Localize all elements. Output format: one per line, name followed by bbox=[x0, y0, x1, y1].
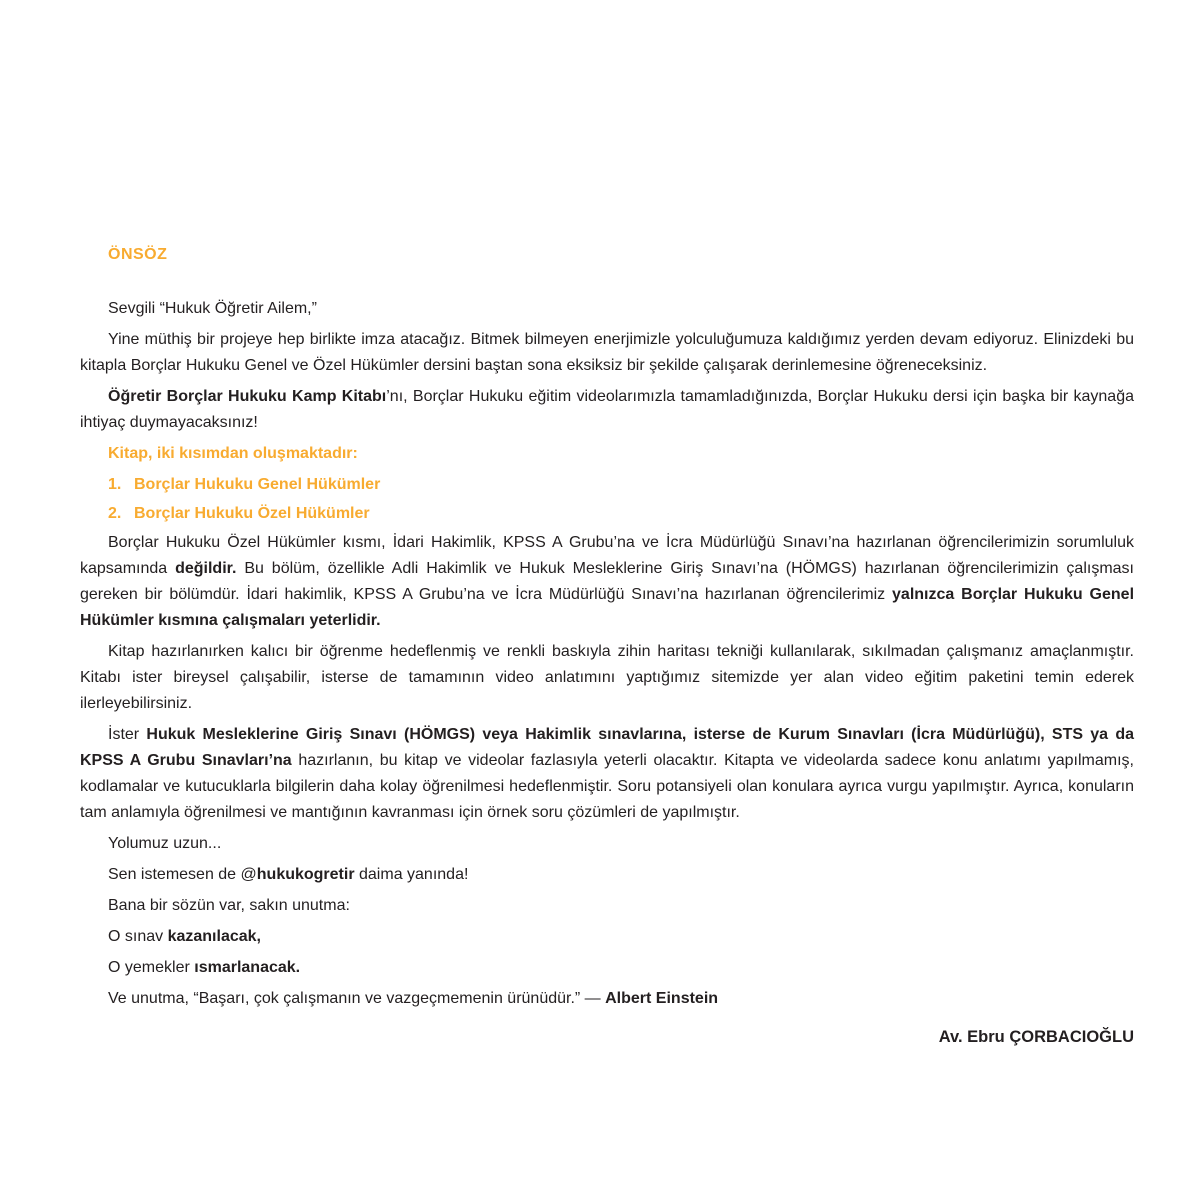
text-run: kazanılacak, bbox=[167, 928, 261, 945]
text-run: yalnızca Borçlar Hukuku Genel Hükümler kısmına çalışmaları yeterlidir. bbox=[80, 586, 1135, 629]
paragraph bbox=[80, 639, 1134, 717]
text-run: Bana bir sözün var, sakın unutma: bbox=[108, 897, 350, 914]
text-run: Kitap, iki kısımdan oluşmaktadır: bbox=[108, 445, 358, 462]
text-run: hazırlanın, bu kitap ve videolar fazlasıyla yeterli olacaktır. Kitapta ve videolarda sadece konu anlatımı yapılmamış, kodlamalar ve kutucuklarla bilgilerin daha kolay öğrenilmesi hedeflenmiştir. Soru potansiyeli olan konulara ayrıca vurgu yapılmıştır. Ayrıca, konuların tam anlamıyla öğrenilmesi ve mantığının kavranması için örnek soru çözümleri de yapılmıştır. bbox=[80, 752, 1134, 821]
text-run: Albert Einstein bbox=[605, 990, 719, 1007]
text-run: daima yanında! bbox=[354, 866, 469, 883]
list-item bbox=[80, 501, 1134, 527]
text-run: ’nı, Borçlar Hukuku eğitim videolarımızla tamamladığınızda, Borçlar Hukuku dersi için başka bir kaynağa ihtiyaç duymayacaksınız! bbox=[80, 388, 1134, 431]
text-line bbox=[80, 924, 1134, 950]
text-run: Öğretir Borçlar Hukuku Kamp Kitabı bbox=[108, 388, 387, 405]
text-run: Kitap hazırlanırken kalıcı bir öğrenme hedeflenmiş ve renkli baskıyla zihin haritası tekniği kullanılarak, sıkılmadan çalışmanız amaçlanmıştır. Kitabı ister bireysel çalışabilir, isterse de tamamının video anlatımını yaptığımız sitemizde yer alan video eğitim paketini temin ederek ilerleyebilirsiniz. bbox=[80, 643, 1134, 712]
text-run: değildir. bbox=[175, 560, 237, 577]
text-line bbox=[80, 862, 1134, 888]
text-run: Borçlar Hukuku Genel Hükümler bbox=[134, 476, 381, 493]
preface-heading bbox=[80, 242, 1134, 268]
author-signature bbox=[80, 1024, 1134, 1050]
text-line bbox=[80, 296, 1134, 322]
list-item-number: 2. bbox=[108, 505, 122, 522]
text-run: Borçlar Hukuku Özel Hükümler kısmı, İdari Hakimlik, KPSS A Grubu’na ve İcra Müdürlüğü Sınavı’na hazırlanan öğrencilerimizin sorumluluk kapsamında bbox=[80, 534, 1134, 577]
text-run: ÖNSÖZ bbox=[108, 246, 168, 263]
text-line bbox=[80, 893, 1134, 919]
text-run: Hukuk Mesleklerine Giriş Sınavı (HÖMGS) veya Hakimlik sınavlarına, isterse de Kurum Sınavları (İcra Müdürlüğü), STS ya da KPSS A Grubu Sınavları’na bbox=[80, 726, 1135, 769]
text-run: İster bbox=[108, 726, 147, 743]
text-run: Sen istemesen de @ bbox=[108, 866, 257, 883]
paragraph bbox=[80, 384, 1134, 436]
text-run: Yolumuz uzun... bbox=[108, 835, 222, 852]
preface-content bbox=[80, 242, 1134, 1050]
text-line bbox=[80, 831, 1134, 857]
paragraph bbox=[80, 530, 1134, 634]
text-run: Av. Ebru ÇORBACIOĞLU bbox=[938, 1028, 1134, 1046]
text-run: ısmarlanacak. bbox=[194, 959, 301, 976]
text-line bbox=[80, 955, 1134, 981]
list-item bbox=[80, 472, 1134, 498]
text-run: Ve unutma, “Başarı, çok çalışmanın ve vazgeçmemenin ürünüdür.” — bbox=[108, 990, 606, 1007]
text-run: Bu bölüm, özellikle Adli Hakimlik ve Hukuk Mesleklerine Giriş Sınavı’na (HÖMGS) hazırlanan öğrencilerimizin çalışması gereken bir bölümdür. İdari hakimlik, KPSS A Grubu’na ve İcra Müdürlüğü Sınavı’na hazırlanan öğrencilerimiz bbox=[80, 560, 1135, 603]
text-run: Yine müthiş bir projeye hep birlikte imza atacağız. Bitmek bilmeyen enerjimizle yolculuğumuza kaldığımız yerden devam ediyoruz. Elinizdeki bu kitapla Borçlar Hukuku Genel ve Özel Hükümler dersini baştan sona eksiksiz bir şekilde çalışarak derinlemesine öğreneceksiniz. bbox=[80, 331, 1134, 374]
text-run: Borçlar Hukuku Özel Hükümler bbox=[134, 505, 370, 522]
text-run: O yemekler bbox=[108, 959, 195, 976]
paragraph bbox=[80, 722, 1134, 826]
paragraph bbox=[80, 327, 1134, 379]
list-item-number: 1. bbox=[108, 476, 122, 493]
text-run: O sınav bbox=[108, 928, 168, 945]
text-run: hukukogretir bbox=[256, 866, 355, 883]
text-line bbox=[80, 986, 1134, 1012]
section-intro-line bbox=[80, 441, 1134, 467]
text-run: Sevgili “Hukuk Öğretir Ailem,” bbox=[108, 300, 317, 317]
